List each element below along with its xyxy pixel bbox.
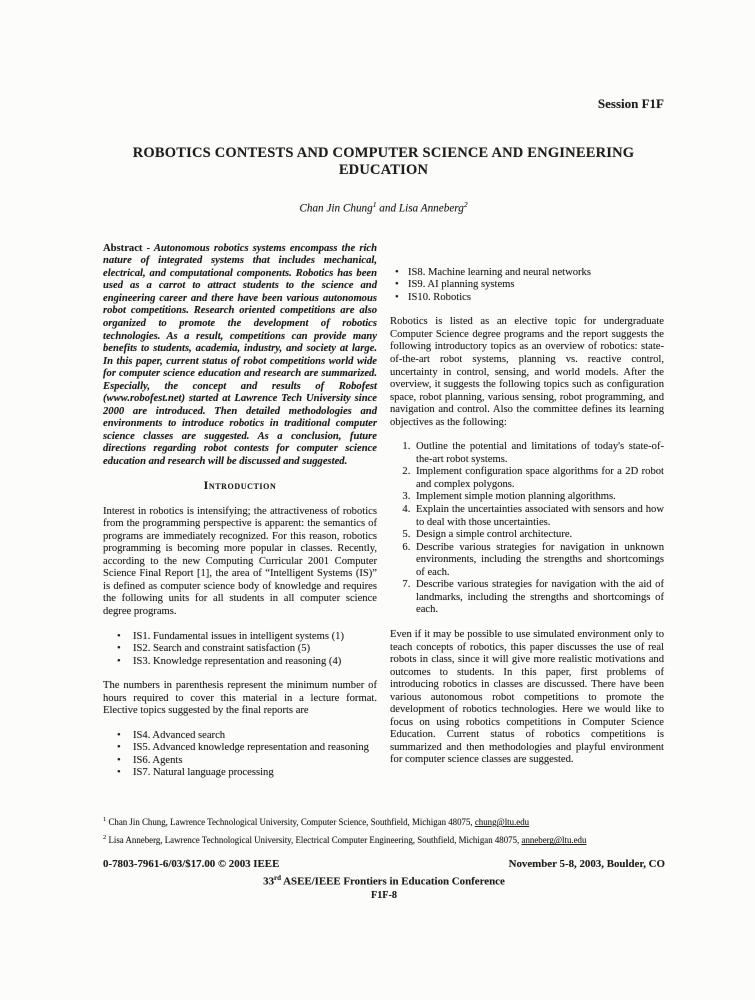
is-units-list [103,631,377,669]
paper-title [103,145,664,179]
conference-ordinal: 33 [263,875,275,888]
footnote-1 [103,812,675,830]
list-item: • IS7. Natural language processing [103,767,377,780]
left-column [103,243,377,792]
footnote-2-email-link[interactable]: anneberg@ltu.edu [521,835,587,846]
footnote-2-marker: 2 [103,834,107,842]
footnote-2 [103,830,675,848]
elective-topics-list-right [390,267,664,305]
introduction-heading: Introduction [203,477,277,492]
list-item: • IS6. Agents [103,755,377,768]
right-column [390,243,664,792]
learning-objectives-list [390,441,664,617]
objective-item: 6. Describe various strategies for navigation in unknown environments, including the strengths and shortcomings of each. [413,542,664,580]
introduction-paragraph-2: The numbers in parenthesis represent the minimum number of hours required to cover this material in a lecture format. Elective topics suggested by the final reports are [103,680,377,717]
list-item: • IS1. Fundamental issues in intelligent systems (1) [103,631,377,644]
objective-item: 7. Describe various strategies for navigation with the aid of landmarks, including the strengths and shortcomings of each. [413,579,664,617]
two-column-body [103,243,664,792]
list-item: • IS4. Advanced search [103,730,377,743]
footnote-1-text: Chan Jin Chung, Lawrence Technological University, Computer Science, Southfield, Michigan 48075, [106,816,475,827]
authors-conjunction: and [376,202,399,215]
footnote-2-text: Lisa Anneberg, Lawrence Technological University, Electrical Computer Engineering, Southfield, Michigan 48075, [106,835,522,846]
list-item: • IS5. Advanced knowledge representation and reasoning [103,742,377,755]
title-line2: EDUCATION [338,162,429,178]
footer-row-1 [103,858,665,871]
footnotes-block [103,812,675,849]
abstract-paragraph [103,243,377,469]
authors-line [103,198,664,216]
author-2-footnote-ref: 2 [463,200,468,209]
objective-item: 2. Implement configuration space algorithms for a 2D robot and complex polygons. [413,466,664,491]
page-number: F1F-8 [370,889,398,901]
page-footer [103,858,665,902]
conference-ordinal-suffix: rd [274,873,282,882]
objective-item: 5. Design a simple control architecture. [413,529,664,542]
abstract-label: Abstract - [103,242,151,254]
conference-date-location: November 5-8, 2003, Boulder, CO [508,858,665,870]
introduction-paragraph-4: Even if it may be possible to use simulated environment only to teach concepts of robotics, this paper discusses the use of real robots in class, since it will give more realistic motivations and outcomes to students. In this paper, first problems of introducing robotics in classes are discussed. There have been various autonomous robot competitions to promote the development of robotics technologies. Here we would like to focus on using robotics competitions in Computer Science Education. Current status of robotics competitions is summarized and then methodologies and playful environment for computer science classes are suggested. [390,628,664,766]
footnote-1-email-link[interactable]: chung@ltu.edu [474,816,530,827]
objective-item: 1. Outline the potential and limitations of today's state-of-the-art robot systems. [413,441,664,466]
introduction-paragraph-3: Robotics is listed as an elective topic for undergraduate Computer Science degree programs and the report suggests the following introductory topics as an overview of robotics: state-of-the-art robot systems, planning vs. reactive control, uncertainty in control, sensing, and world models. After the overview, it suggests the following topics such as configuration space, robot planning, various sensing, robot programming, and navigation and control. Also the committee defines its learning objectives as the following: [390,316,664,428]
list-item: • IS2. Search and constraint satisfaction (5) [103,643,377,656]
column-top-spacer [390,243,664,255]
list-item: • IS8. Machine learning and neural networks [390,267,664,280]
author-1: Chan Jin Chung [299,202,373,215]
list-item: • IS10. Robotics [390,292,664,305]
conference-name: ASEE/IEEE Frontiers in Education Conference [281,875,505,888]
title-line1: ROBOTICS CONTESTS AND COMPUTER SCIENCE AND ENGINEERING [132,145,635,161]
elective-topics-list-left [103,730,377,780]
conference-name-line [103,872,665,889]
author-2: Lisa Anneberg [398,202,464,215]
copyright-notice: 0-7803-7961-6/03/$17.00 © 2003 IEEE [103,858,280,870]
footnote-1-marker: 1 [103,816,107,823]
session-header: Session F1F [597,96,664,111]
list-item: • IS9. AI planning systems [390,279,664,292]
author-1-footnote-ref: 1 [372,200,377,209]
abstract-text: Autonomous robotics systems encompass the rich nature of integrated systems that includes mechanical, electrical, and computational components. Robotics has been used as a carrot to attract students to the science and engineering career and there have been various autonomous robot competitions. Research oriented competitions are also organized to promote the development of robotics technologies. As a result, competitions can provide many benefits to students, academia, industry, and society at large. In this paper, current status of robot competitions world wide for computer science education and research are summarized. Especially, the concept and results of Robofest (www.robofest.net) started at Lawrence Tech University since 2000 are introduced. Then detailed methodologies and environments to introduce robotics in traditional computer science classes are suggested. As a conclusion, future directions regarding robot contests for computer science education and research will be discussed and suggested. [103,242,377,468]
introduction-paragraph-1: Interest in robotics is intensifying; the attractiveness of robotics from the programming perspective is apparent: the semantics of programs are immediately recognized. For this reason, robotics programming is becoming more popular in classes. Recently, according to the new Computing Curricular 2001 Computer Science Final Report [1], the area of “Intelligent Systems (IS)” is defined as computer science body of knowledge and requires the following units for all students in all computer science degree programs. [103,505,377,617]
objective-item: 3. Implement simple motion planning algorithms. [413,491,664,504]
list-item: • IS3. Knowledge representation and reasoning (4) [103,656,377,669]
objective-item: 4. Explain the uncertainties associated with sensors and how to deal with those uncertainties. [413,504,664,529]
